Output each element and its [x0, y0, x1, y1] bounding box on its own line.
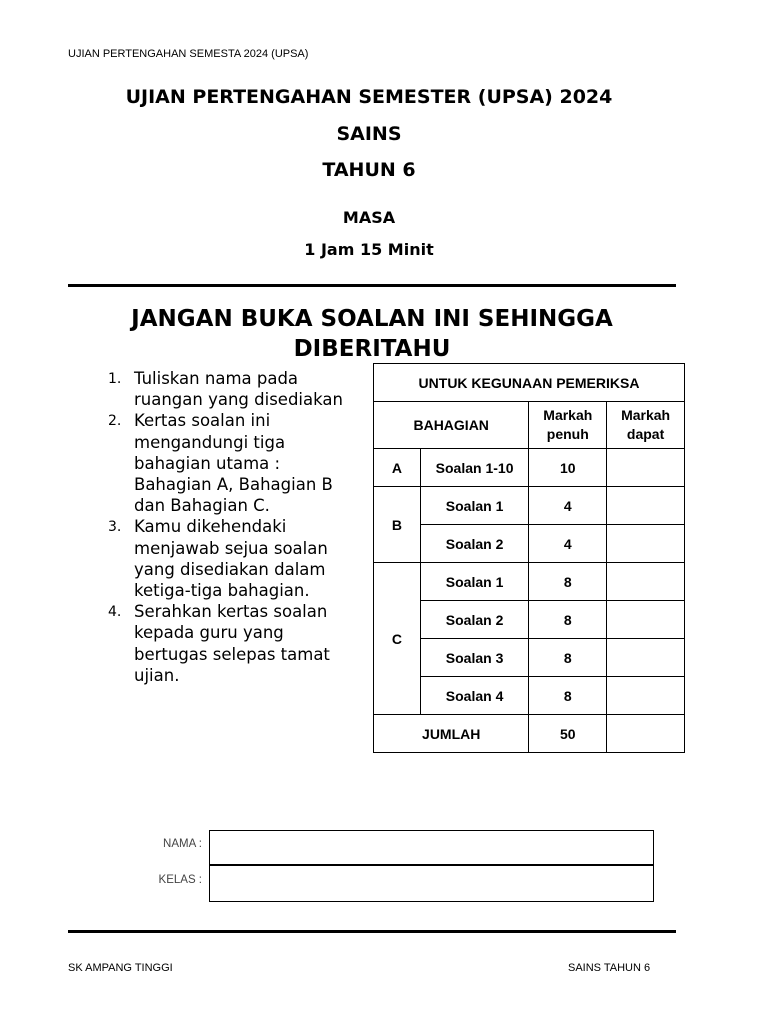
exam-title: UJIAN PERTENGAHAN SEMESTER (UPSA) 2024 — [125, 86, 613, 108]
table-title: UNTUK KEGUNAAN PEMERIKSA — [374, 364, 685, 402]
examiner-marks-table — [373, 363, 685, 753]
header-bahagian: BAHAGIAN — [374, 402, 529, 449]
full-mark: 10 — [529, 449, 607, 487]
section-label-c: C — [374, 563, 421, 715]
instruction-text: Kamu dikehendaki menjawab sejua soalan yang disediakan dalam ketiga-tiga bahagian. — [134, 517, 328, 601]
table-row — [374, 563, 685, 601]
full-mark: 8 — [529, 677, 607, 715]
full-mark: 4 — [529, 487, 607, 525]
instruction-item — [108, 410, 348, 516]
mark-obtained-cell[interactable] — [607, 449, 685, 487]
footer-school: SK AMPANG TINGGI — [68, 962, 173, 974]
instruction-number: 1. — [108, 371, 122, 387]
instruction-item — [108, 516, 348, 601]
question-label: Soalan 3 — [420, 639, 529, 677]
mark-obtained-cell[interactable] — [607, 525, 685, 563]
instruction-number: 4. — [108, 604, 122, 621]
mark-obtained-cell[interactable] — [607, 677, 685, 715]
table-row — [374, 449, 685, 487]
class-field[interactable] — [209, 865, 654, 902]
year-title: TAHUN 6 — [322, 159, 416, 181]
full-mark: 8 — [529, 563, 607, 601]
mark-obtained-cell[interactable] — [607, 639, 685, 677]
total-obtained-cell[interactable] — [607, 715, 685, 753]
instruction-text: Kertas soalan ini mengandungi tiga bahagian utama : Bahagian A, Bahagian B dan Bahagian C. — [134, 411, 333, 516]
instruction-number: 2. — [108, 413, 122, 430]
mark-obtained-cell[interactable] — [607, 563, 685, 601]
warning-heading: JANGAN BUKA SOALAN INI SEHINGGA DIBERITAHU — [131, 306, 613, 362]
question-label: Soalan 2 — [420, 525, 529, 563]
bottom-divider — [68, 930, 676, 933]
name-label: NAMA : — [163, 838, 202, 850]
table-row-total — [374, 715, 685, 753]
section-label-b: B — [374, 487, 421, 563]
table-row — [374, 677, 685, 715]
running-header: UJIAN PERTENGAHAN SEMESTA 2024 (UPSA) — [68, 48, 309, 60]
header-full-marks: Markah penuh — [529, 402, 607, 449]
mark-obtained-cell[interactable] — [607, 601, 685, 639]
footer-subject: SAINS TAHUN 6 — [568, 962, 651, 974]
question-label: Soalan 4 — [420, 677, 529, 715]
table-row — [374, 601, 685, 639]
full-mark: 4 — [529, 525, 607, 563]
instructions-list — [108, 368, 348, 686]
question-label: Soalan 1 — [420, 563, 529, 601]
full-mark: 8 — [529, 601, 607, 639]
table-row — [374, 487, 685, 525]
mark-obtained-cell[interactable] — [607, 487, 685, 525]
header-marks-obtained: Markah dapat — [607, 402, 685, 449]
instruction-text: Serahkan kertas soalan kepada guru yang bertugas selepas tamat ujian. — [134, 602, 330, 685]
time-label: MASA — [342, 208, 396, 227]
question-label: Soalan 2 — [420, 601, 529, 639]
table-row — [374, 525, 685, 563]
subject-title: SAINS — [336, 123, 402, 145]
instruction-item — [108, 368, 348, 410]
top-divider — [68, 284, 676, 287]
total-full-mark: 50 — [529, 715, 607, 753]
class-label: KELAS : — [158, 874, 202, 886]
total-label: JUMLAH — [374, 715, 529, 753]
name-field[interactable] — [209, 830, 654, 865]
question-label: Soalan 1-10 — [420, 449, 529, 487]
table-row — [374, 639, 685, 677]
time-value: 1 Jam 15 Minit — [304, 240, 434, 259]
instruction-item — [108, 601, 348, 686]
instruction-text: Tuliskan nama pada ruangan yang disediakan — [134, 369, 343, 410]
question-label: Soalan 1 — [420, 487, 529, 525]
full-mark: 8 — [529, 639, 607, 677]
instruction-number: 3. — [108, 519, 122, 536]
section-label-a: A — [374, 449, 421, 487]
